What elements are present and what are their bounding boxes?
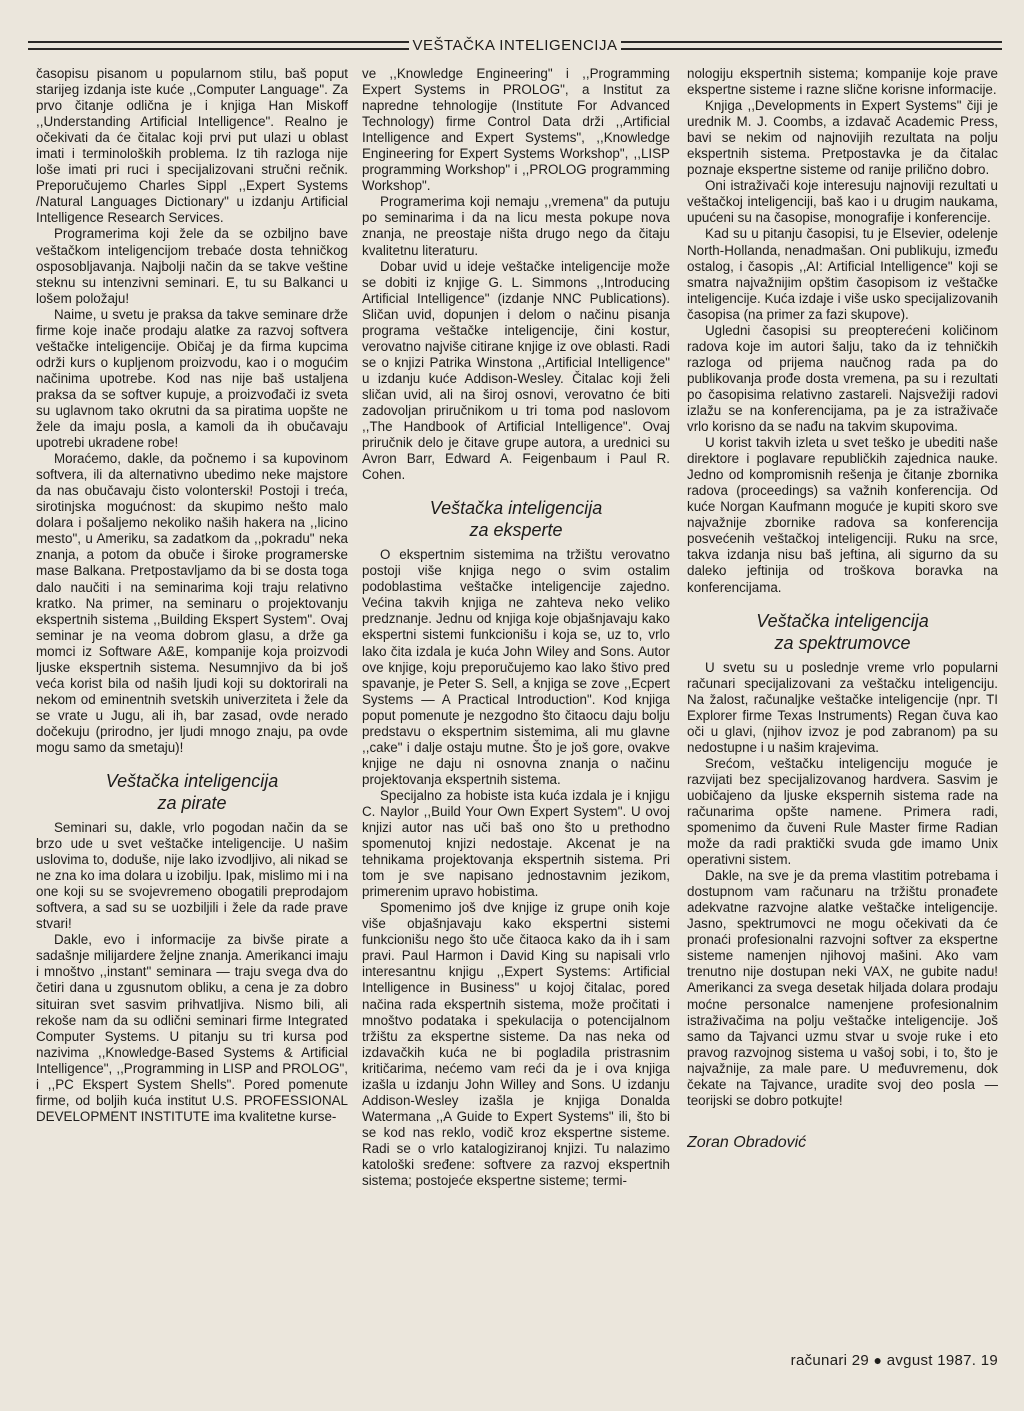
subheading-line: za spektrumovce bbox=[774, 632, 911, 653]
section-title: VEŠTAČKA INTELIGENCIJA bbox=[412, 36, 618, 54]
page-number: 19 bbox=[980, 1352, 998, 1369]
header-rule-left bbox=[28, 41, 409, 50]
paragraph: Ugledni časopisi su preopterećeni količinom radova koje im autori šalju, tako da iz tehničkih razloga od prijema naučnog rada pa do publikovanja prođe dosta vremena, pa su i rezultati po časopisima relativno zastareli. Najsvežiji radovi izlažu se na konferencijama, pa je za istraživače vrlo korisno da se nađu na takvim skupovima. bbox=[687, 322, 998, 435]
bullet-separator: ● bbox=[873, 1352, 883, 1368]
paragraph: Dobar uvid u ideje veštačke inteligencije može se dobiti iz knjige G. L. Simmons ,,Introducing Artificial Intelligence" (izdanje NNC Publications). Sličan uvid, dopunjen i delom o načinu pisanja programa veštačke inteligencije, čini kostur, verovatno najviše citirane knjige iz ove oblasti. Radi se o knjizi Patrika Winstona ,,Artificial Intelligence" u izdanju kuće Addison-Wesley. Čitalac koji želi sličan uvid, ali na široj osnovi, verovatno će biti zadovoljan priručnikom u tri toma pod naslovom ,,The Handbook of Artificial Intelligence". Ovaj priručnik delo je čitave grupe autora, a urednici su Avron Barr, Edward A. Feigenbaum i Paul R. Cohen. bbox=[362, 258, 670, 483]
page-footer bbox=[791, 1352, 998, 1369]
paragraph: Specijalno za hobiste ista kuća izdala je i knjigu C. Naylor ,,Build Your Own Expert System". U ovoj knjizi autor nas uči baš ono što u prethodno spomenutoj knjizi nedostaje. Akcenat je na tehnikama projektovanja ekspertnih sistema. Pri tom je sve napisano jednostavnim jezikom, primerenim upravo hobistima. bbox=[362, 787, 670, 900]
paragraph: nologiju ekspertnih sistema; kompanije koje prave ekspertne sisteme i razne slične korisne informacije. bbox=[687, 66, 998, 98]
paragraph: U korist takvih izleta u svet teško je ubediti naše direktore i poglavare republičkih zajednica nauke. Jedno od kompromisnih rešenja je čitanje zbornika radova (proceedings) sa važnih konferencija. Od kuće Norgan Kaufmann moguće je kupiti skoro sve najvažnije zbornike radova sa konferencija posvećenih veštačkoj inteligenciji. Ruku na srce, takva izdanja nisu baš jeftina, ali sigurno da su daleko jeftinija od troškova boravka na konferencijama. bbox=[687, 435, 998, 595]
paragraph: U svetu su u poslednje vreme vrlo popularni računari specijalizovani za veštačku inteligenciju. Na žalost, računaljke veštačke inteligencije (npr. TI Explorer firme Texas Instruments) Regan čuva kao oči u glavi, (njihov izvoz je pod zabranom) pa su nedostupne i u našim krajevima. bbox=[687, 659, 998, 755]
magazine-name: računari 29 bbox=[790, 1352, 870, 1369]
subheading-pirates bbox=[36, 770, 348, 814]
paragraph: Knjiga ,,Developments in Expert Systems" čiji je urednik M. J. Coombs, a izdavač Academic Press, bavi se nekim od najnovijih rezultata na polju ekspertnih sistema. Pretpostavka je da čitalac poznaje ekspertne sisteme od ranije prilično dobro. bbox=[687, 98, 998, 178]
paragraph: Naime, u svetu je praksa da takve seminare drže firme koje inače prodaju alatke za razvoj softvera veštačke inteligencije. Običaj je da firma kupcima održi kurs o kupljenom proizvodu, kao i o mogućim načinima upotrebe. Kod nas nije baš ustaljena praksa da se softver kupuje, a proizvođači iz sveta su uglavnom tako okrutni da sa piratima uopšte ne žele da imaju posla, a kamoli da ih obučavaju upotrebi ukradene robe! bbox=[36, 306, 348, 451]
subheading-line: Veštačka inteligencija bbox=[429, 498, 603, 519]
paragraph: časopisu pisanom u popularnom stilu, baš poput starijeg izdanja iste kuće ,,Computer Language". Za prvo čitanje odlična je i knjiga Han Miskoff ,,Understanding Artificial Intelligence". Realno je očekivati da će čitalac koji prvi put ulazi u oblast imati i terminoloških problema. Iz tih razloga nije loše imati pri ruci i specijalizovani stručni rečnik. Preporučujemo Charles Sippl ,,Expert Systems /Natural Languages Dictionary" u izdanju Artificial Intelligence Research Services. bbox=[36, 66, 348, 226]
subheading-line: Veštačka inteligencija bbox=[105, 771, 279, 792]
paragraph: Programerima koji žele da se ozbiljno bave veštačkom inteligencijom trebaće dosta tehničkog osposobljavanja. Najbolji način da se takve veštine steknu su intenzivni seminari. E, tu su Balkanci u lošem položaju! bbox=[36, 226, 348, 306]
paragraph: O ekspertnim sistemima na tržištu verovatno postoji više knjiga nego o svim ostalim podoblastima veštačke inteligencije zajedno. Većina takvih knjiga ne zahteva neko veliko predznanje. Jednu od knjiga koje objašnjavaju kako ekspertni sistemi funkcionišu i koja se, uz to, vrlo lako čita izdala je kuća John Wiley and Sons. Autor ove knjige, koju preporučujemo kao lako štivo pred spavanje, je Peter S. Sell, a knjiga se zove ,,Ecpert Systems — A Practical Introduction". Kod knjiga poput pomenute je nezgodno što čitaocu daju bolju predstavu o ekspertnim sistemima, ali mu glavne ,,cake" i dalje ostaju mutne. Što je još gore, ovakve knjige ne daju ni osnovna znanja o načinu projektovanja ekspertnih sistema. bbox=[362, 547, 670, 787]
article-column-1 bbox=[36, 66, 348, 1346]
paragraph: Oni istraživači koje interesuju najnoviji rezultati u veštačkoj inteligenciji, baš kao i u drugim naukama, upućeni su na časopise, monografije i konferencije. bbox=[687, 178, 998, 226]
paragraph: Programerima koji nemaju ,,vremena" da putuju po seminarima i da na licu mesta pokupe nova znanja, ne preostaje ništa drugo nego da čitaju kvalitetnu literaturu. bbox=[362, 194, 670, 258]
paragraph: Seminari su, dakle, vrlo pogodan način da se brzo ude u svet veštačke inteligencije. U našim uslovima to, doduše, nije lako izvodljivo, ali nikad se ne zna ko ima dolara u izobilju. Ipak, mislimo mi i na one koji su se svojevremeno obogatili preprodajom softvera, a sad su se uozbiljili i žele da rade prave stvari! bbox=[36, 820, 348, 932]
paragraph: Moraćemo, dakle, da počnemo i sa kupovinom softvera, ili da alternativno ubedimo neke majstore da nas obučavaju čisto volonterski! Postoji i treća, sirotinjska mogućnost: da skupimo nešto malo dolara i pošaljemo nekoliko naših hakera na ,,licino mesto", u Ameriku, sa zadatkom da ,,pokradu" neka znanja, a potom da obuče i široke programerske mase Balkana. Pretpostavljamo da bi se dosta toga dalo naučiti i na seminarima koji traju relativno kratko. Na primer, na seminaru o projektovanju ekspertnih sistema ,,Building Ekspert System". Ovaj seminar je na veoma dobrom glasu, a drže ga momci iz Software A&E, kompanije koja proizvodi ljuske ekspertnih sistema. Nesumnjivo da bi još veća korist bila od naših ljudi koji su doktorirali na nekom od eminentnih svetskih univerziteta i žele da se vrate u Jugu, ali ih, bar zasad, ovde nerado dočekuju (prirodno, jer ljudi mnogo znaju, pa ovde mogu samo da smetaju)! bbox=[36, 451, 348, 755]
subheading-spectrum bbox=[687, 610, 998, 654]
author-signature: Zoran Obradović bbox=[687, 1133, 807, 1151]
paragraph: Dakle, na sve je da prema vlastitim potrebama i dostupnom vam računaru na tržištu pronađete adekvatne razvojne alatke veštačke inteligencije. Jasno, spektrumovci ne mogu očekivati da će pronaći profesionalni razvojni softver za ekspertne sisteme namenjen njihovoj mašini. Ako vam trenutno nije dostupan neki VAX, ne gubite nadu! Amerikanci za svega desetak hiljada dolara prodaju moćne personalce namenjene profesionalnim istraživačima na polju veštačke inteligencije. Još samo da Tajvanci uzmu stvar u svoje ruke i eto pravog razvojnog sistema u vašoj sobi, i to, što je najvažnije, za male pare. U međuvremenu, dok čekate na Tajvance, uradite svoj deo posla — teorijski se dobro potkujte! bbox=[687, 868, 998, 1108]
section-header bbox=[28, 34, 1002, 56]
article-column-3 bbox=[687, 66, 998, 1346]
paragraph: Srećom, veštačku inteligenciju moguće je razvijati bez specijalizovanog hardvera. Sasvim je uobičajeno da ljuske ekspernih sistema rade na računarima opšte namene. Primera radi, spomenimo da čuveni Rule Master firme Radian može da radi praktički svuda gde imamo Unix operativni sistem. bbox=[687, 755, 998, 868]
subheading-line: za eksperte bbox=[469, 520, 563, 541]
issue-date: avgust 1987. bbox=[886, 1352, 977, 1369]
paragraph: ve ,,Knowledge Engineering" i ,,Programming Expert Systems in PROLOG", a Institut za napredne tehnologije (Institute For Advanced Technology) firme Control Data drži ,,Artificial Intelligence and Expert Systems", ,,Knowledge Engineering for Expert Systems Workshop", ,,LISP programming Workshop" i ,,PROLOG programming Workshop". bbox=[362, 66, 670, 194]
subheading-line: za pirate bbox=[157, 793, 227, 814]
paragraph: Spomenimo još dve knjige iz grupe onih koje više objašnjavaju kako ekspertni sistemi funkcionišu nego što uče čitaoca kako da ih i sam pravi. Paul Harmon i David King su napisali vrlo interesantnu knjigu ,,Expert Systems: Artificial Intelligence in Business" u kojoj čitalac, pored načina rada ekspertnih sistema, može pročitati i mnoštvo podataka i spekulacija o potencijalnom tržištu za ekspertne sisteme. Da nas neka od izdavačkih kuća ne bi pogladila pristrasnim kritičarima, nećemo vam reći da je i ova knjiga izašla u izdanju John Willey and Sons. U izdanju Addison-Wesley izašla je knjiga Donalda Watermana ,,A Guide to Expert Systems" ili, što bi se kod nas reklo, vodič kroz ekspertne sisteme. Radi se o vrlo katalogiziranoj knjizi. Tu nalazimo katološki sređene: softvere za razvoj ekspertnih sistema; postojeće ekspertne sisteme; termi- bbox=[362, 900, 670, 1189]
subheading-line: Veštačka inteligencija bbox=[756, 610, 929, 631]
paragraph: Kad su u pitanju časopisi, tu je Elsevier, odelenje North-Hollanda, nenadmašan. Oni publikuju, između ostalog, i časopis ,,AI: Artificial Intelligence" koji se smatra najvažnijim opštim časopisom iz veštačke inteligencije. Kuća izdaje i više usko specijalizovanih časopisa (na primer za fazi skupove). bbox=[687, 226, 998, 322]
subheading-experts bbox=[362, 497, 670, 541]
header-rule-right bbox=[621, 41, 1002, 50]
paragraph: Dakle, evo i informacije za bivše pirate a sadašnje milijardere željne znanja. Amerikanci imaju i mnoštvo ,,instant" seminara — traju svega dva do četiri dana u zgusnutom obliku, a cena je za dobro situiran svet sasvim prihvatljiva. Nismo bili, ali rekoše nam da su odlični seminari firme Integrated Computer Systems. U pitanju su tri kursa pod nazivima ,,Knowledge-Based Systems & Artificial Intelligence", ,,Programming in LISP and PROLOG", i ,,PC Ekspert System Shells". Pored pomenute firme, od boljih kuća institut U.S. PROFESSIONAL DEVELOPMENT INSTITUTE ima kvalitetne kurse- bbox=[36, 932, 348, 1124]
article-column-2 bbox=[362, 66, 670, 1346]
